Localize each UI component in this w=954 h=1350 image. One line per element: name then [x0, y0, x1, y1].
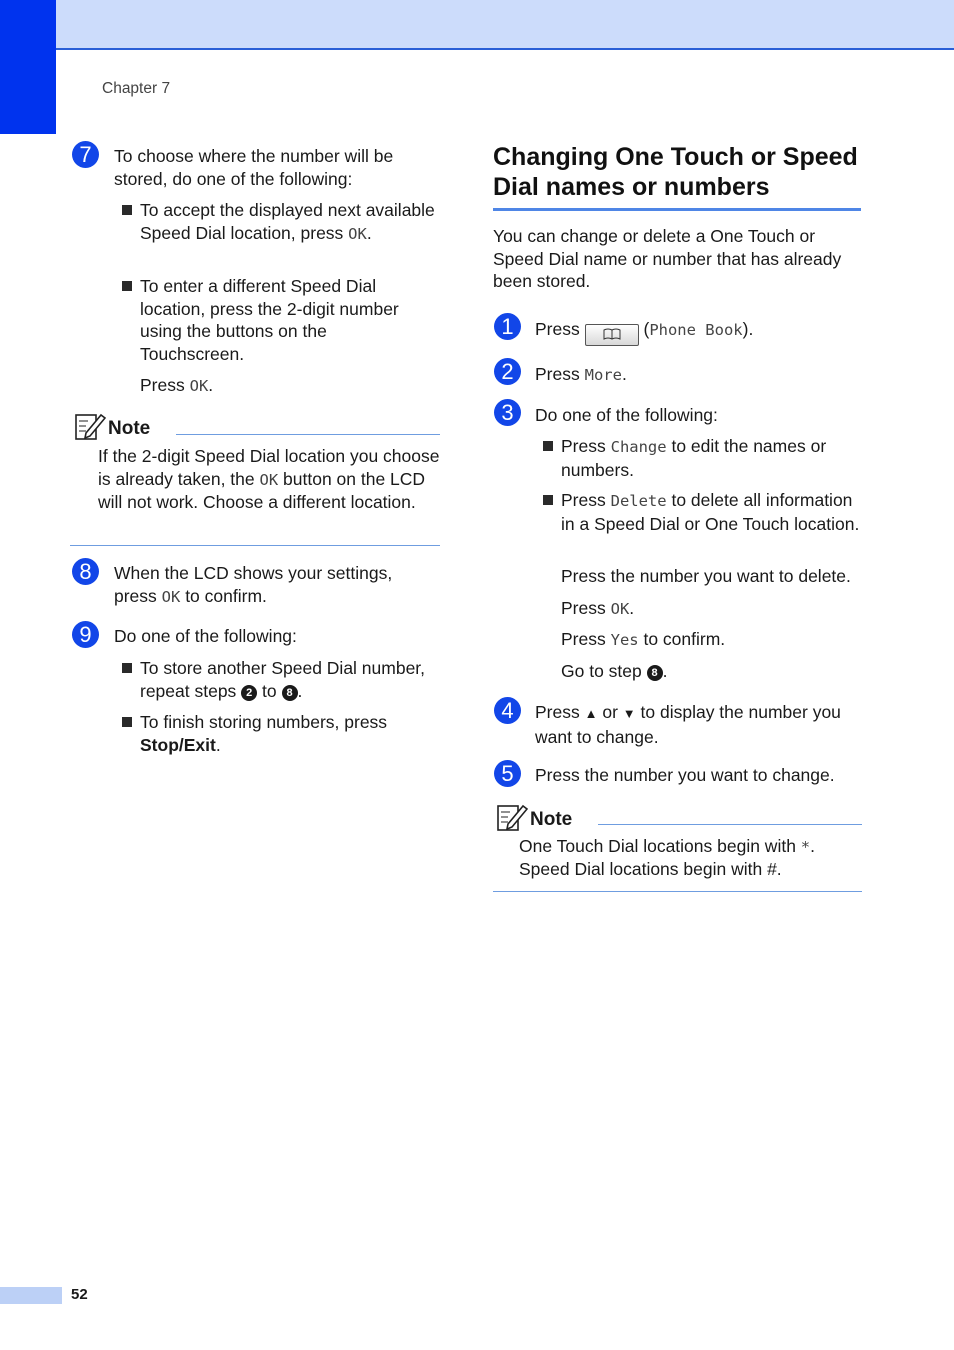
step-ref-icon: 8: [282, 685, 298, 701]
step-9-badge: 9: [72, 621, 99, 648]
step-5-badge: 5: [494, 760, 521, 787]
step-7-badge: 7: [72, 141, 99, 168]
step-2-badge: 2: [494, 358, 521, 385]
chapter-label: Chapter 7: [102, 80, 171, 97]
section-heading: Changing One Touch or Speed Dial names or numbers: [493, 143, 858, 201]
note-top-rule: [598, 824, 862, 825]
note-pencil-icon: [496, 802, 528, 832]
step-9-bullet-1: To store another Speed Dial number, repeat steps 2 to 8 .: [140, 657, 430, 702]
book-icon: [603, 328, 621, 340]
note-title: Note: [530, 809, 573, 830]
bullet-icon: [543, 441, 553, 451]
step-3-line-3: Press Yes to confirm.: [561, 629, 726, 649]
header-band: [0, 0, 954, 50]
step-4-badge: 4: [494, 697, 521, 724]
note-top-rule: [176, 434, 440, 435]
note-line-1: One Touch Dial locations begin with *.: [519, 836, 816, 856]
step-2-text: Press More.: [535, 364, 627, 384]
note-title: Note: [108, 418, 151, 439]
step-3-badge: 3: [494, 399, 521, 426]
step-3-line-4: Go to step 8 .: [561, 661, 668, 681]
step-3-bullet-1: Press Change to edit the names or numbers.: [561, 435, 861, 481]
step-3-bullet-2: Press Delete to delete all information in a Speed Dial or One Touch location.: [561, 489, 861, 535]
step-ref-icon: 2: [241, 685, 257, 701]
step-ref-icon: 8: [647, 665, 663, 681]
step-3-line-2: Press OK.: [561, 598, 635, 618]
bullet-icon: [122, 717, 132, 727]
bullet-icon: [543, 495, 553, 505]
chapter-tab: [0, 0, 56, 134]
heading-rule: [493, 208, 861, 211]
step-3-text: Do one of the following:: [535, 405, 718, 425]
step-3-line-1: Press the number you want to delete.: [561, 566, 851, 586]
intro-paragraph: You can change or delete a One Touch or Speed Dial name or number that has already been stored.: [493, 226, 842, 291]
step-1-badge: 1: [494, 313, 521, 340]
note-pencil-icon: [74, 411, 106, 441]
bullet-icon: [122, 281, 132, 291]
phone-book-button[interactable]: [585, 324, 639, 346]
step-9-bullet-2: To finish storing numbers, press Stop/Exit.: [140, 711, 430, 756]
bullet-icon: [122, 205, 132, 215]
step-7-text: To choose where the number will be stored, do one of the following:: [114, 146, 394, 189]
step-1-text: Press (Phone Book).: [535, 318, 753, 346]
note-line-2: Speed Dial locations begin with #.: [519, 859, 782, 879]
note-body: If the 2-digit Speed Dial location you choose is already taken, the OK button on the LCD will not work. Choose a different location.: [98, 446, 440, 512]
step-9-text: Do one of the following:: [114, 626, 297, 646]
step-4-text: Press ▲ or ▼ to display the number you want to change.: [535, 702, 841, 747]
up-arrow-icon: ▲: [584, 706, 598, 721]
step-7-press-ok: Press OK.: [140, 375, 214, 395]
step-8-text: When the LCD shows your settings, press OK to confirm.: [114, 563, 393, 606]
footer-bar: [0, 1287, 62, 1304]
down-arrow-icon: ▼: [622, 706, 636, 721]
page-number: 52: [71, 1286, 88, 1303]
bullet-icon: [122, 663, 132, 673]
step-7-bullet-2: To enter a different Speed Dial location, press the 2-digit number using the buttons on the Touchscreen.: [140, 275, 430, 365]
step-5-text: Press the number you want to change.: [535, 765, 835, 785]
step-8-badge: 8: [72, 558, 99, 585]
step-7-bullet-1: To accept the displayed next available Speed Dial location, press OK.: [140, 199, 440, 245]
note-bottom-rule: [493, 891, 862, 892]
note-bottom-rule: [70, 545, 440, 546]
